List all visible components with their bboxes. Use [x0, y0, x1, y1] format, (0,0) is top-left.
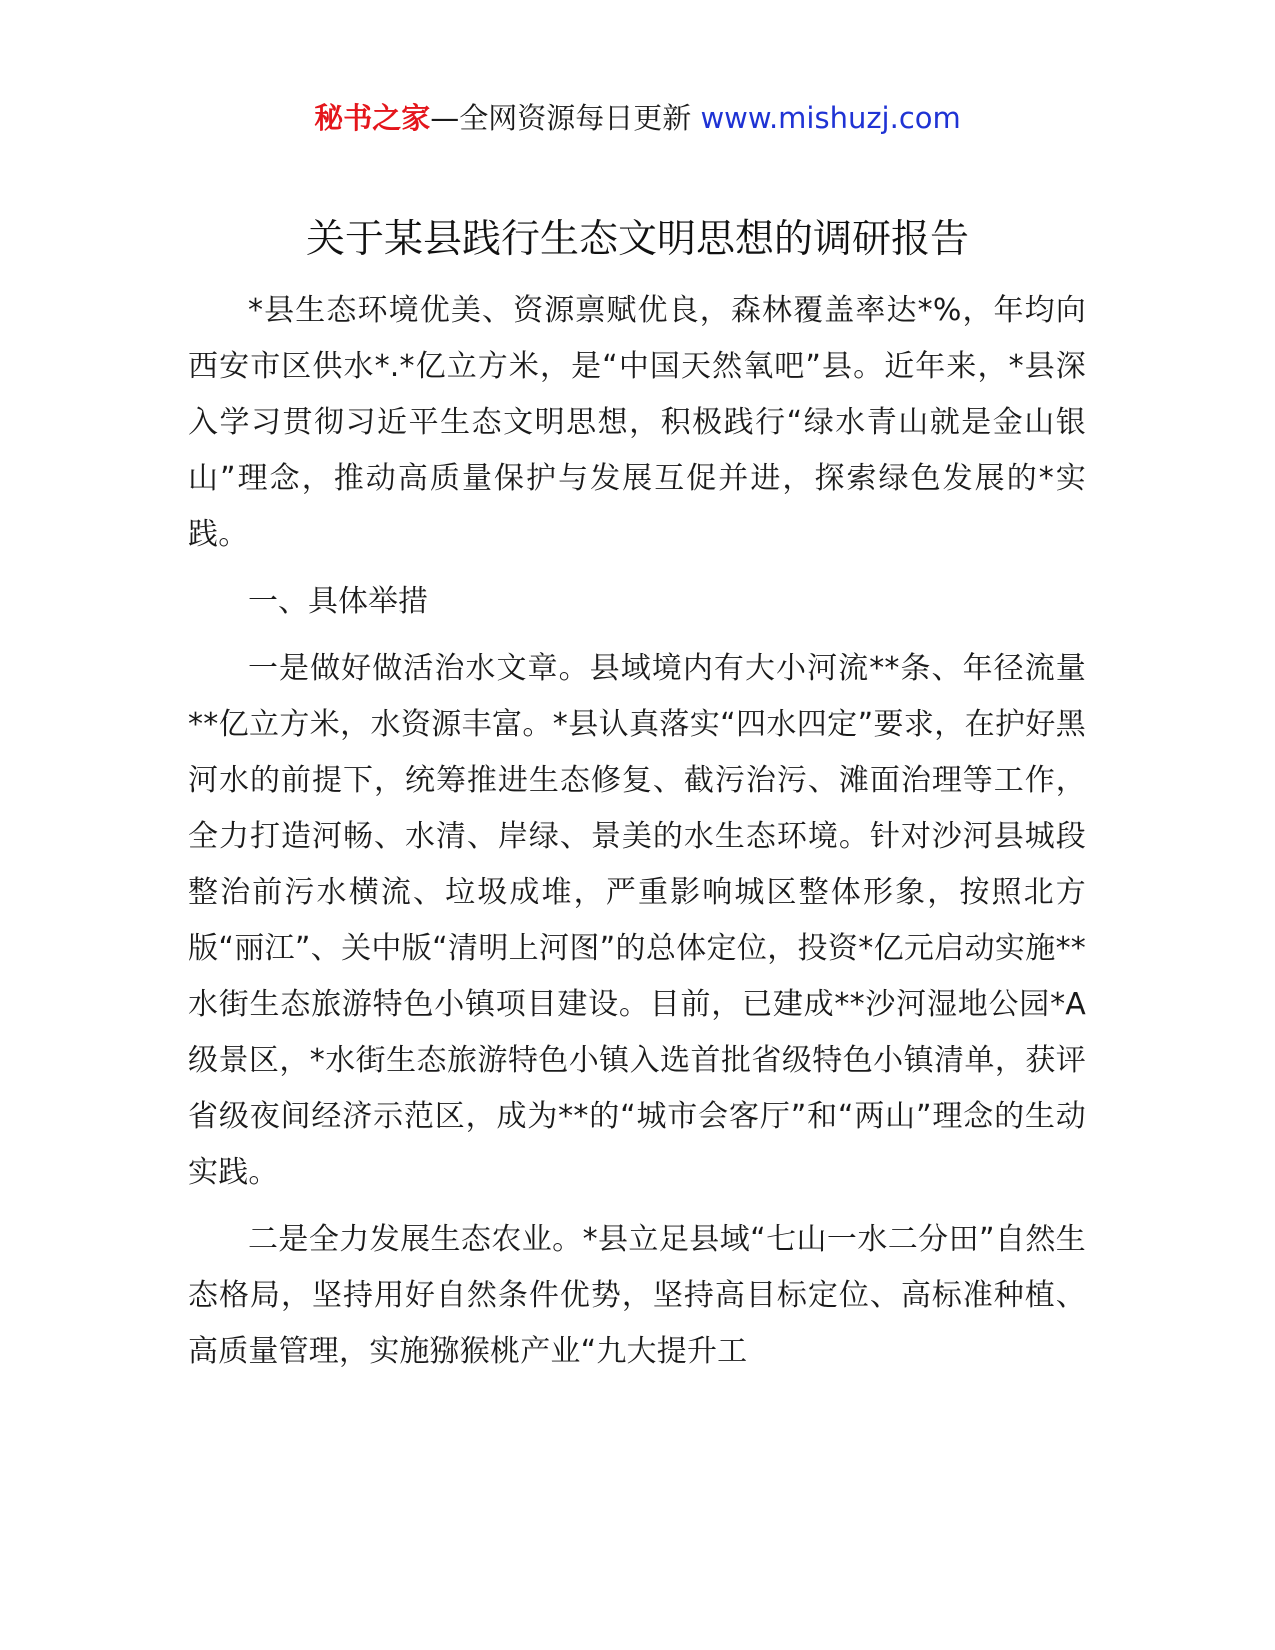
document-body — [188, 283, 1086, 1391]
body-paragraph: 二是全力发展生态农业。*县立足县域“七山一水二分田”自然生态格局，坚持用好自然条件优势，坚持高目标定位、高标准种植、高质量管理，实施猕猴桃产业“九大提升工 — [188, 1222, 1086, 1369]
header-tagline: —全网资源每日更新 — [430, 101, 692, 135]
body-paragraph: 一是做好做活治水文章。县域境内有大小河流**条、年径流量**亿立方米，水资源丰富。*县认真落实“四水四定”要求，在护好黑河水的前提下，统筹推进生态修复、截污治污、滩面治理等工作，全力打造河畅、水清、岸绿、景美的水生态环境。针对沙河县城段整治前污水横流、垃圾成堆，严重影响城区整体形象，按照北方版“丽江”、关中版“清明上河图”的总体定位，投资*亿元启动实施**水街生态旅游特色小镇项目建设。目前，已建成**沙河湿地公园*A级景区，*水街生态旅游特色小镇入选首批省级特色小镇清单，获评省级夜间经济示范区，成为**的“城市会客厅”和“两山”理念的生动实践。 — [188, 651, 1086, 1190]
document-title: 关于某县践行生态文明思想的调研报告 — [305, 217, 969, 262]
site-header — [0, 98, 1275, 138]
intro-paragraph: *县生态环境优美、资源禀赋优良，森林覆盖率达*%，年均向西安市区供水*.*亿立方米，是“中国天然氧吧”县。近年来，*县深入学习贯彻习近平生态文明思想，积极践行“绿水青山就是金山银山”理念，推动高质量保护与发展互促并进，探索绿色发展的*实践。 — [188, 293, 1086, 552]
site-url-link[interactable]: www.mishuzj.com — [700, 101, 961, 135]
brand-name: 秘书之家 — [314, 101, 431, 135]
section-heading: 一、具体举措 — [248, 584, 428, 619]
